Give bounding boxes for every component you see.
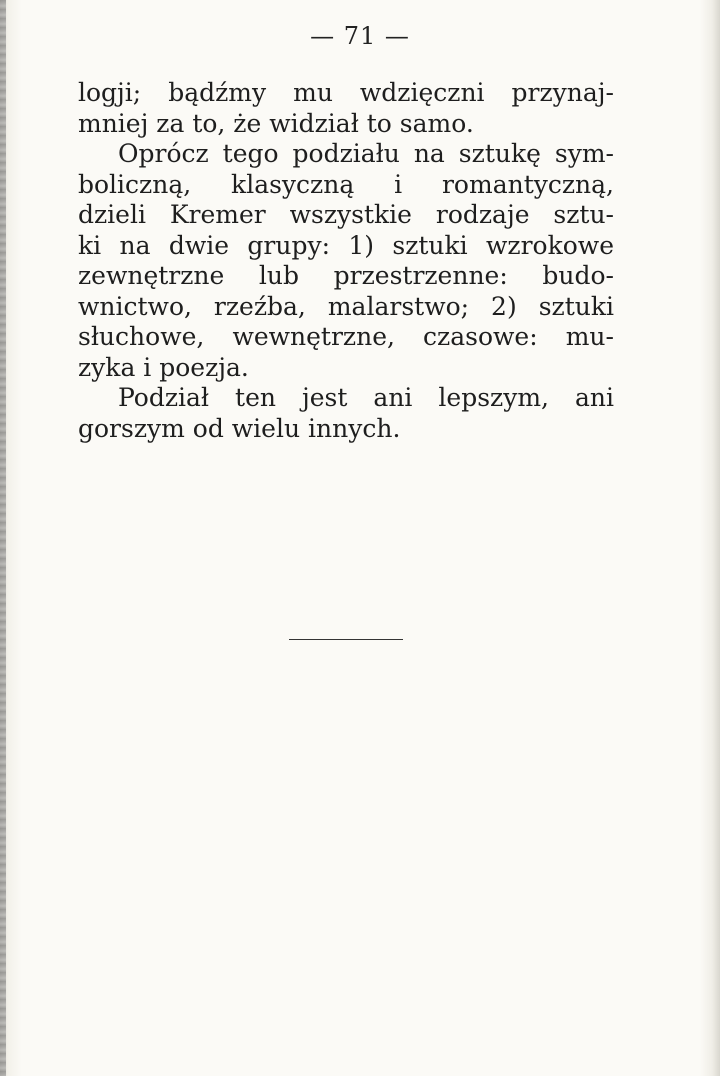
text-line: słuchowe, wewnętrzne, czasowe: mu- xyxy=(78,322,614,351)
section-divider xyxy=(289,639,403,640)
text-line: Oprócz tego podziału na sztukę sym- xyxy=(118,139,614,168)
body-text xyxy=(78,78,614,444)
text-line: wnictwo, rzeźba, malarstwo; 2) sztuki xyxy=(78,291,614,321)
text-line: mniej za to, że widział to samo. xyxy=(78,108,474,138)
text-line: zewnętrzne lub przestrzenne: budo- xyxy=(78,261,614,290)
text-line: ki na dwie grupy: 1) sztuki wzrokowe xyxy=(78,230,614,260)
page-number: — 71 — xyxy=(310,22,410,50)
text-line: boliczną, klasyczną i romantyczną, xyxy=(78,169,614,199)
text-line: logji; bądźmy mu wdzięczni przynaj- xyxy=(78,78,614,107)
binding-edge xyxy=(0,0,6,1076)
text-line: dzieli Kremer wszystkie rodzaje sztu- xyxy=(78,200,614,229)
text-line: gorszym od wielu innych. xyxy=(78,413,401,443)
text-line: Podział ten jest ani lepszym, ani xyxy=(118,383,614,412)
text-line: zyka i poezja. xyxy=(78,352,249,382)
